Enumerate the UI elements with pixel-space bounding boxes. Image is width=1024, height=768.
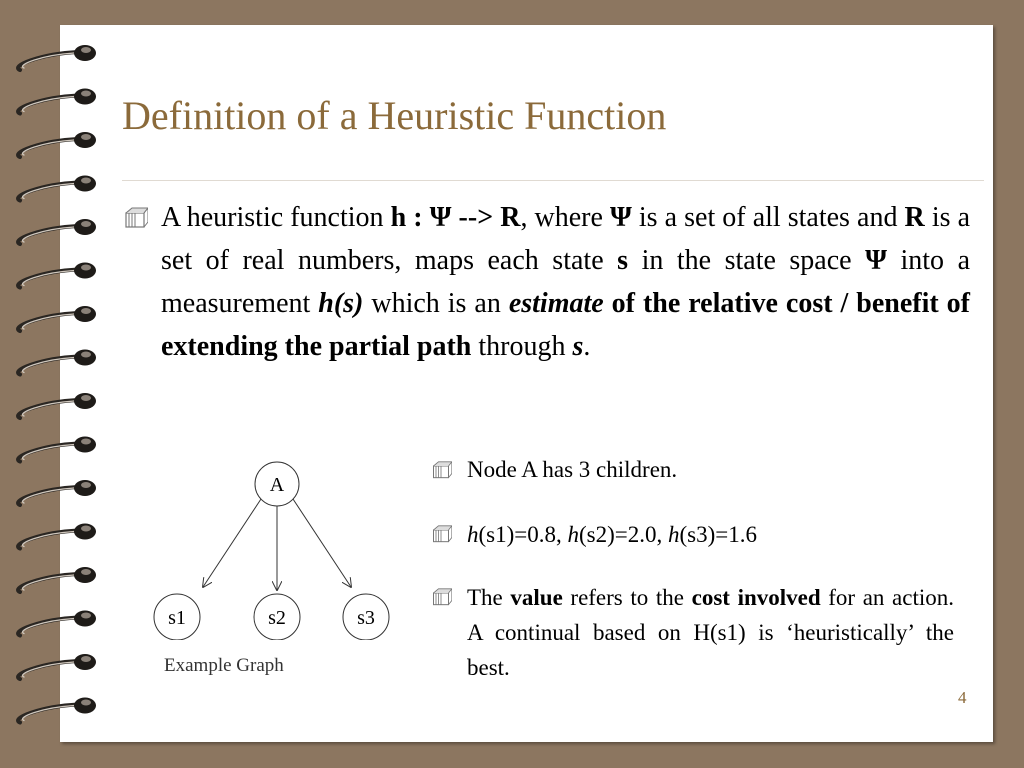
node-s1 (154, 594, 200, 640)
node-a-label: A (269, 474, 285, 496)
spiral-ring-icon (18, 263, 96, 288)
example-graph (140, 440, 400, 640)
node-a (255, 462, 299, 506)
spiral-ring-icon (18, 437, 96, 462)
edge-a-s3 (293, 499, 351, 587)
spiral-ring-icon (18, 219, 96, 244)
edge-a-s1 (203, 499, 261, 587)
side-bullet-1: Node A has 3 children. (467, 457, 678, 482)
spiral-ring-icon (18, 393, 96, 418)
node-s1-label: s1 (168, 607, 186, 629)
h-italic: h (467, 522, 479, 547)
side-text-run: The (467, 585, 511, 610)
spiral-ring-icon (18, 89, 96, 114)
h-of-s: h(s) (318, 288, 364, 319)
spiral-ring-icon (18, 524, 96, 549)
h-value-text: (s1)=0.8, (478, 522, 568, 547)
spiral-ring-icon (18, 480, 96, 505)
main-text-run: through (471, 331, 573, 362)
page-number: 4 (958, 688, 967, 707)
book-bullet-icon (430, 588, 452, 608)
main-text-run: into a measurement (161, 245, 970, 319)
book-bullet-icon (430, 525, 452, 545)
main-text-run: in the state space (628, 245, 866, 276)
h-italic: h (567, 522, 579, 547)
slide-title: Definition of a Heuristic Function (122, 93, 667, 138)
h-value-text: (s3)=1.6 (679, 522, 757, 547)
h-italic: h (668, 522, 680, 547)
spiral-ring-icon (18, 611, 96, 636)
node-s3 (343, 594, 389, 640)
main-text-run: A heuristic function (161, 202, 391, 233)
book-bullet-icon (430, 461, 452, 481)
title-divider (122, 180, 984, 181)
side-bullet-3 (467, 580, 954, 685)
book-bullet-icon (122, 207, 148, 231)
main-text-run: , where (520, 202, 610, 233)
function-signature: h : Ψ --> R (390, 202, 521, 233)
node-s3-label: s3 (357, 607, 375, 629)
h-value-text: (s2)=2.0, (579, 522, 668, 547)
relative-cost-phrase: of the relative cost / benefit of extending the partial path (161, 288, 970, 362)
side-text-run: for an action. A continual based on H(s1) is ‘heuristically’ the best. (467, 585, 954, 680)
main-bullet-text (161, 196, 970, 368)
estimate-word: estimate (508, 288, 604, 319)
spiral-ring-icon (18, 132, 96, 157)
state-s: s (617, 245, 629, 276)
node-s2 (254, 594, 300, 640)
node-s2-label: s2 (268, 607, 286, 629)
state-s-italic: s (572, 331, 584, 362)
spiral-ring-icon (18, 176, 96, 201)
side-text-run: refers to the (562, 585, 692, 610)
main-text-run: . (583, 331, 591, 362)
psi-symbol: Ψ (609, 202, 632, 233)
graph-caption: Example Graph (164, 655, 284, 676)
spiral-ring-icon (18, 698, 96, 723)
psi-symbol: Ψ (865, 245, 887, 276)
spiral-ring-icon (18, 45, 96, 70)
spiral-ring-icon (18, 654, 96, 679)
spiral-binding (0, 0, 110, 768)
spiral-ring-icon (18, 306, 96, 331)
r-symbol: R (904, 202, 925, 233)
spiral-ring-icon (18, 567, 96, 592)
main-text-run: is a set of all states and (631, 202, 905, 233)
cost-involved-phrase: cost involved (691, 585, 821, 610)
value-word: value (510, 585, 563, 610)
spiral-ring-icon (18, 350, 96, 375)
side-bullet-2 (467, 517, 757, 552)
main-text-run: is a set of real numbers, maps each state (161, 202, 971, 276)
main-text-run: which is an (363, 288, 509, 319)
